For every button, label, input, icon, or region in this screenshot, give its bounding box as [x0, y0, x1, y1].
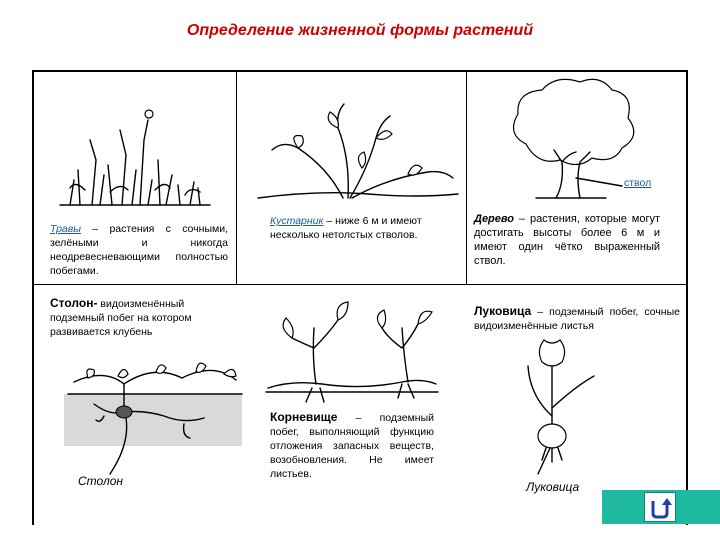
- bulb-term: Луковица: [474, 304, 532, 318]
- herbs-text: – растения с сочными, зелёными и никогда неодревесневающими полностью побегами.: [50, 223, 228, 277]
- divider: [466, 72, 467, 284]
- return-button[interactable]: [602, 490, 720, 524]
- herbs-description: [50, 222, 228, 278]
- stolon-text: видоизменённый подземный побег на котором развивается клубень: [50, 298, 192, 338]
- stolon-term: Столон-: [50, 296, 98, 310]
- herbs-term: Травы: [50, 223, 81, 235]
- page-title: Определение жизненной формы растений: [186, 22, 534, 39]
- bulb-description: [474, 304, 680, 333]
- stolon-caption: Столон: [78, 474, 123, 488]
- trunk-label: ствол: [624, 177, 652, 189]
- rhizome-term: Корневище: [270, 410, 338, 424]
- bulb-caption: Луковица: [526, 480, 580, 494]
- return-arrow-icon: [644, 492, 676, 522]
- bulb-text: – подземный побег, сочные видоизменённые листья: [474, 306, 680, 332]
- rhizome-description: [270, 410, 434, 481]
- stolon-description: [50, 296, 230, 339]
- bulb-illustration: [510, 336, 630, 476]
- shrub-text: – ниже 6 м и имеют несколько нетолстых стволов.: [270, 215, 422, 241]
- shrub-term: Кустарник: [270, 215, 324, 227]
- tree-description: [474, 212, 660, 268]
- rhizome-illustration: [262, 298, 442, 408]
- tree-term: Дерево: [474, 213, 514, 225]
- tree-text: – растения, которые могут достигать высоты более 6 м и имеют один чётко выраженный ствол.: [474, 213, 660, 267]
- shrub-description: [270, 214, 450, 242]
- divider: [33, 284, 687, 285]
- shrub-illustration: [258, 98, 458, 208]
- rhizome-text: – подземный побег, выполняющий функцию отложения запасных веществ, возобновления. Не имеет листьев.: [270, 412, 434, 480]
- herbs-illustration: [40, 100, 240, 210]
